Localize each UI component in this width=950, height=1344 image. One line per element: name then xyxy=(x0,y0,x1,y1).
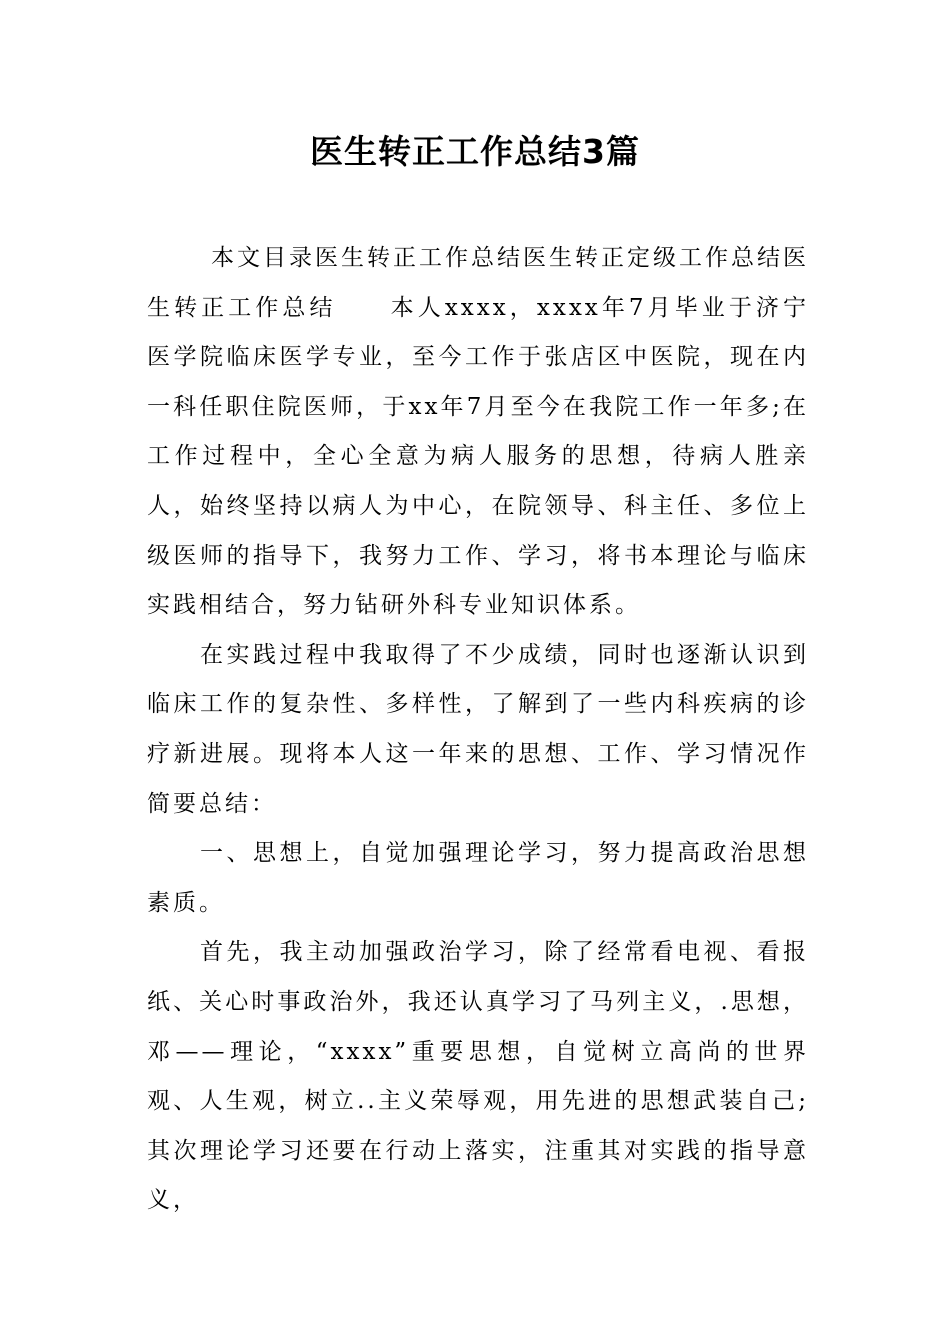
paragraph-3: 一、思想上，自觉加强理论学习，努力提高政治思想素质。 xyxy=(147,840,809,916)
paragraph-1: 本文目录医生转正工作总结医生转正定级工作总结医生转正工作总结 本人xxxx，xxxx年7月毕业于济宁医学院临床医学专业，至今工作于张店区中医院，现在内一科任职住院医师，于xx年7月至今在我院工作一年多;在工作过程中，全心全意为病人服务的思想，待病人胜亲人，始终坚持以病人为中心，在院领导、科主任、多位上级医师的指导下，我努力工作、学习，将书本理论与临床实践相结合，努力钻研外科专业知识体系。 xyxy=(147,245,809,619)
document-body xyxy=(147,234,809,1226)
document-title: 医生转正工作总结3篇 xyxy=(310,132,640,171)
paragraph-2: 在实践过程中我取得了不少成绩，同时也逐渐认识到临床工作的复杂性、多样性，了解到了一些内科疾病的诊疗新进展。现将本人这一年来的思想、工作、学习情况作简要总结： xyxy=(147,641,809,817)
paragraph-4: 首先，我主动加强政治学习，除了经常看电视、看报纸、关心时事政治外，我还认真学习了马列主义，.思想，邓——理论，“xxxx”重要思想，自觉树立高尚的世界观、人生观，树立..主义荣辱观，用先进的思想武装自己;其次理论学习还要在行动上落实，注重其对实践的指导意义， xyxy=(147,939,809,1214)
